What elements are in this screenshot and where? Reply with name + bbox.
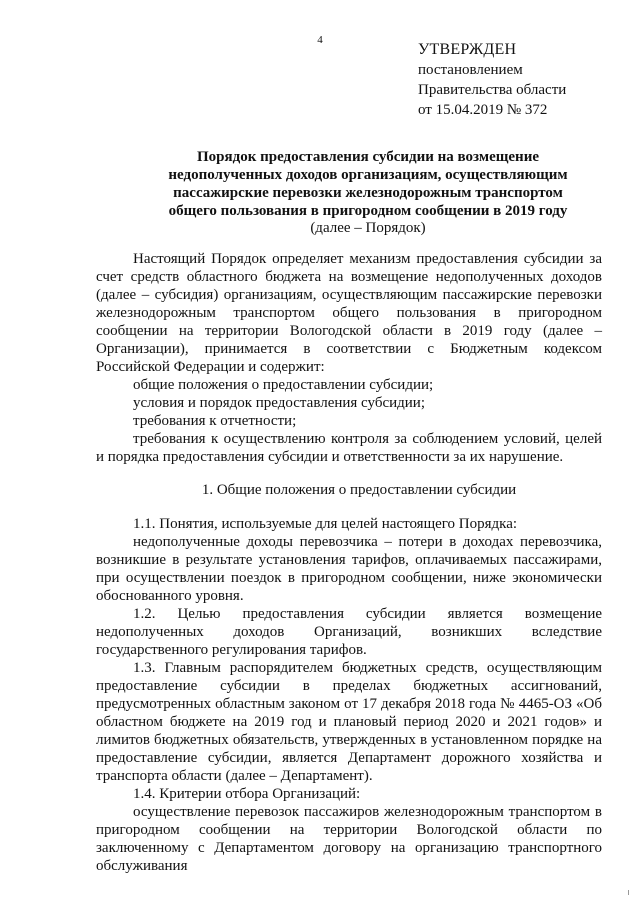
intro-list-item-2: условия и порядок предоставления субсидии; <box>133 395 425 411</box>
page-number: 4 <box>317 34 323 46</box>
clause-1-3: 1.3. Главным распорядителем бюджетных средств, осуществляющим предоставление субсидии в пределах бюджетных ассигнований, предусмотренных областным законом от 17 декабря 2018 года № 4465-ОЗ «Об областном бюджете на 2019 год и плановый период 2020 и 2021 годов» и лимитов бюджетных обязательств, утвержденных в установленном порядке на предоставление субсидии, является Департамент дорожного хозяйства и транспорта области (далее – Департамент). <box>96 660 602 784</box>
approval-line-1: постановлением <box>418 62 523 78</box>
title-line-3: пассажирские перевозки железнодорожным транспортом <box>173 185 563 201</box>
intro-paragraph: Настоящий Порядок определяет механизм предоставления субсидии за счет средств областного бюджета на возмещение недополученных доходов (далее – субсидия) организациям, осуществляющим пассажирские перевозки железнодорожным транспортом общего пользования в пригородном сообщении на территории Вологодской области в 2019 году (далее – Организации), принимается в соответствии с Бюджетным кодексом Российской Федерации и содержит: <box>96 251 602 375</box>
document-subtitle: (далее – Порядок) <box>310 220 426 236</box>
title-line-4: общего пользования в пригородном сообщении в 2019 году <box>168 203 568 219</box>
approval-line-2: Правительства области <box>418 82 567 98</box>
margin-mark <box>628 890 629 895</box>
clause-1-2: 1.2. Целью предоставления субсидии является возмещение недополученных доходов Организаций, возникших вследствие государственного регулирования тарифов. <box>96 606 602 658</box>
section-1-heading: 1. Общие положения о предоставлении субсидии <box>201 482 517 498</box>
title-line-2: недополученных доходов организациям, осуществляющим <box>168 167 568 183</box>
intro-list-item-3: требования к отчетности; <box>133 413 297 429</box>
approval-line-3: от 15.04.2019 № 372 <box>418 102 548 118</box>
approval-heading: УТВЕРЖДЕН <box>418 41 517 58</box>
intro-list-item-4: требования к осуществлению контроля за соблюдением условий, целей и порядка предоставления субсидии и ответственности за их нарушение. <box>96 431 602 465</box>
approval-stamp-block <box>418 40 566 120</box>
title-line-1: Порядок предоставления субсидии на возмещение <box>196 149 539 165</box>
clause-1-4: 1.4. Критерии отбора Организаций: <box>133 786 361 802</box>
clause-1-4-criterion: осуществление перевозок пассажиров железнодорожным транспортом в пригородном сообщении на территории Вологодской области по заключенному с Департаментом договору на организацию транспортного обслуживания <box>96 804 602 874</box>
clause-1-1: 1.1. Понятия, используемые для целей настоящего Порядка: <box>133 516 518 532</box>
intro-list-item-1: общие положения о предоставлении субсидии; <box>133 377 434 393</box>
document-body <box>96 250 602 875</box>
clause-1-1-definition: недополученные доходы перевозчика – потери в доходах перевозчика, возникшие в результате установления тарифов, оплачиваемых пассажирами, при осуществлении поездок в пригородном сообщении, ниже экономически обоснованного уровня. <box>96 534 602 604</box>
document-title <box>96 148 640 220</box>
